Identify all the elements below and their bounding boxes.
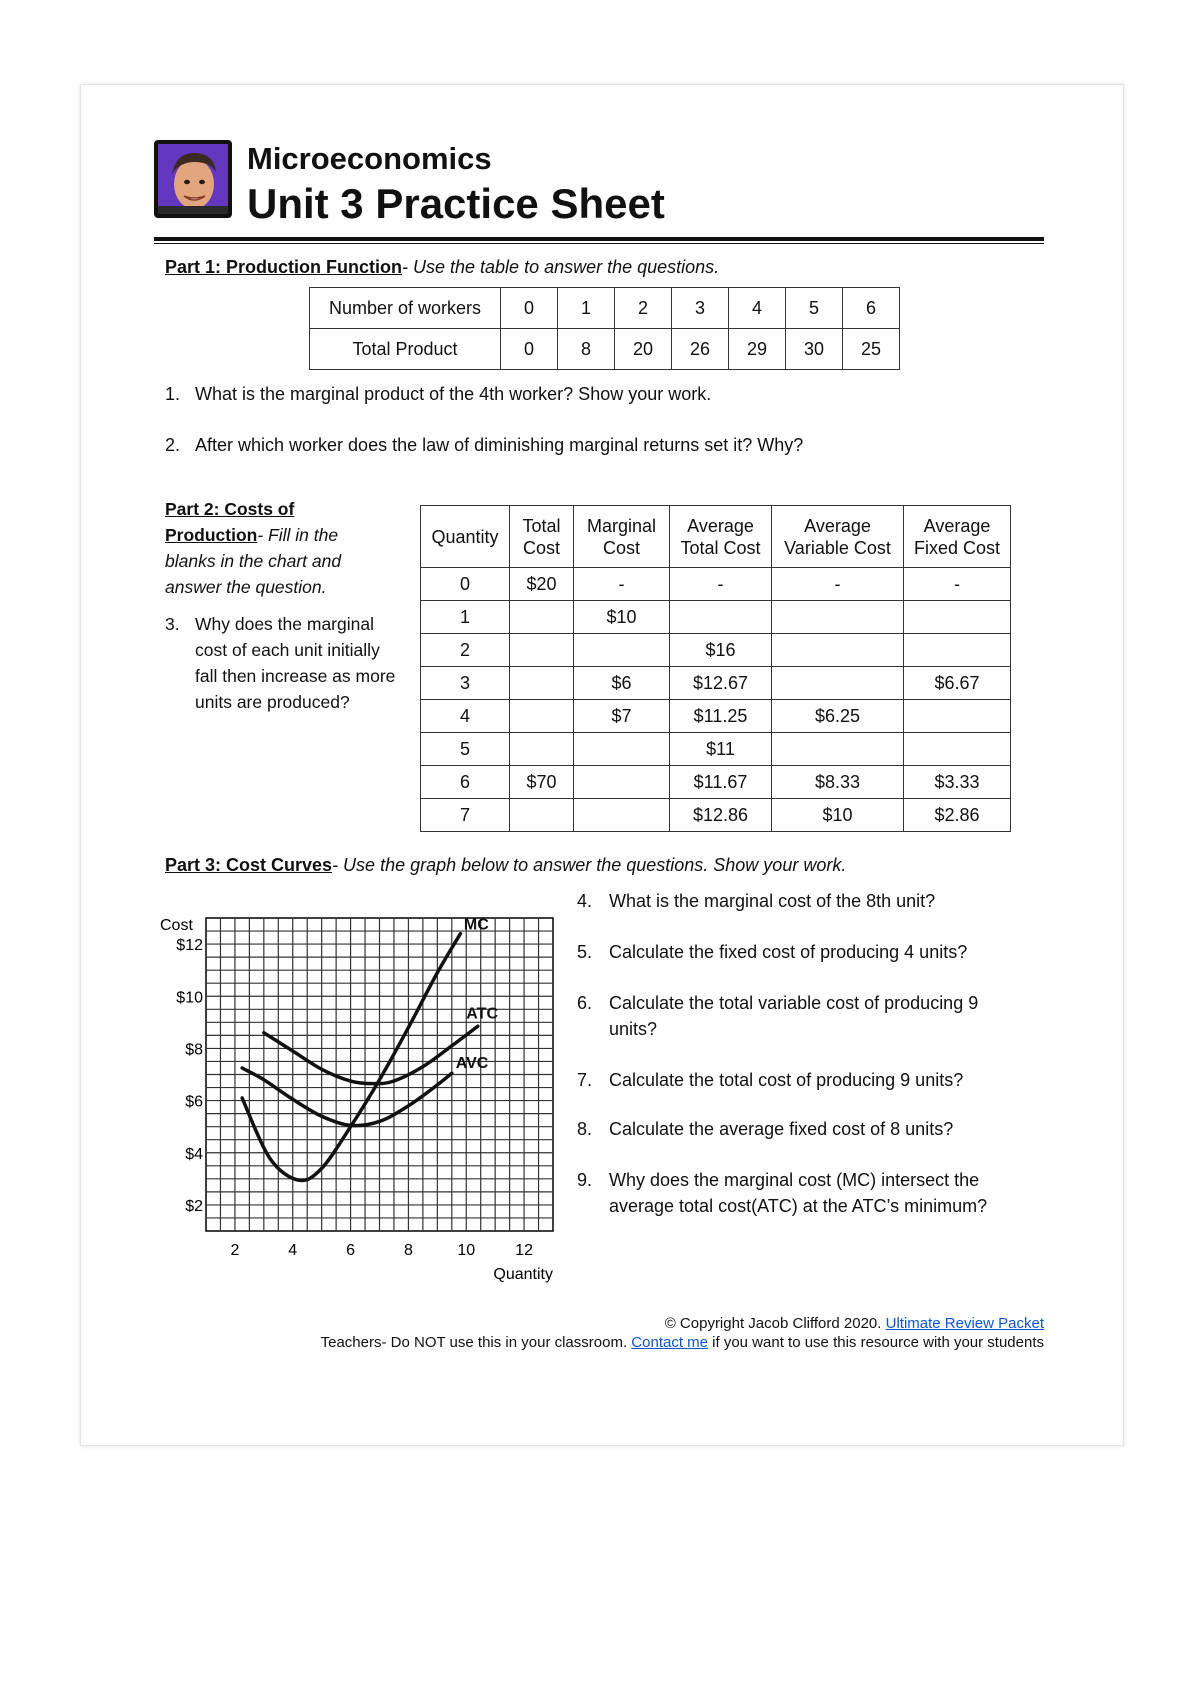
footer-line-1 [264,1315,1044,1332]
table-cell: 29 [729,329,786,370]
table-cell [772,733,904,766]
table-cell: 2 [421,634,510,667]
table-row [421,601,1011,634]
table-cell [772,667,904,700]
question-4 [577,888,1037,914]
table-cell [904,733,1011,766]
table-cell: $70 [510,766,574,799]
table-cell: $8.33 [772,766,904,799]
x-tick-label: 8 [403,1242,413,1259]
table-cell: 4 [729,288,786,329]
table-cell [510,700,574,733]
table-cell: 0 [501,329,558,370]
table-row [421,733,1011,766]
x-tick-label: 10 [457,1242,476,1259]
question-text: Why does the marginal cost (MC) intersect the average total cost(ATC) at the ATC’s minimum? [609,1170,988,1216]
table-cell: $10 [574,601,670,634]
table-cell: $12.86 [670,799,772,832]
column-header: Average Variable Cost [772,506,904,568]
table-cell: $10 [772,799,904,832]
table-row [421,700,1011,733]
y-tick-label: $10 [176,989,203,1007]
footer-line-2 [264,1334,1044,1351]
part3-heading-line [165,855,846,876]
table-cell: 25 [843,329,900,370]
question-number: 2. [165,435,181,455]
question-1 [165,384,711,405]
header-divider [154,237,1044,241]
table-row [310,329,900,370]
table-cell: $6 [574,667,670,700]
workers-row-label: Number of workers [310,288,501,329]
table-row [421,568,1011,601]
question-number: 7. [577,1070,593,1090]
question-7 [577,1067,1037,1093]
table-cell: - [574,568,670,601]
table-row [421,799,1011,832]
question-2 [165,435,803,456]
part2-instruction-b: blanks in the chart and [165,551,342,571]
question-3 [165,611,405,715]
table-cell: 3 [421,667,510,700]
table-cell [904,700,1011,733]
table-cell: $2.86 [904,799,1011,832]
table-cell [904,601,1011,634]
table-cell: 8 [558,329,615,370]
table-cell: 30 [786,329,843,370]
table-cell [772,601,904,634]
table-cell: 6 [421,766,510,799]
table-cell: 7 [421,799,510,832]
cost-curves-svg [150,890,570,1283]
table-cell: 5 [421,733,510,766]
table-row [310,288,900,329]
total-product-row-label: Total Product [310,329,501,370]
page-title: Unit 3 Practice Sheet [247,180,665,227]
table-cell [904,634,1011,667]
table-cell: 1 [558,288,615,329]
teachers-notice: Teachers- Do NOT use this in your classroom. [320,1334,632,1351]
x-tick-label: 12 [515,1242,533,1259]
x-tick-label: 6 [346,1242,356,1259]
table-cell [510,634,574,667]
question-text: Calculate the total cost of producing 9 units? [609,1070,964,1090]
question-number: 9. [577,1170,593,1190]
part2-intro [165,496,395,600]
table-row [421,766,1011,799]
table-cell: $6.25 [772,700,904,733]
y-tick-label: $4 [185,1145,203,1163]
table-cell: 4 [421,700,510,733]
table-cell [574,733,670,766]
part3-instruction: - Use the graph below to answer the questions. Show your work. [332,855,847,875]
table-cell [510,601,574,634]
table-cell: $3.33 [904,766,1011,799]
y-tick-label: $12 [176,937,203,955]
table-cell: - [904,568,1011,601]
table-cell: 5 [786,288,843,329]
table-cell: 1 [421,601,510,634]
part2-instruction-a: - Fill in the [257,525,339,545]
question-text: After which worker does the law of diminishing marginal returns set it? Why? [195,435,804,455]
table-cell: $11 [670,733,772,766]
question-text: Calculate the average fixed cost of 8 units? [609,1119,954,1139]
question-number: 1. [165,384,181,404]
x-axis-label: Quantity [493,1266,553,1283]
question-8 [577,1116,1037,1142]
curve-label-mc: MC [463,916,489,934]
table-cell [574,799,670,832]
y-tick-label: $6 [185,1093,203,1111]
table-header-row [421,506,1011,568]
y-tick-label: $2 [185,1197,203,1215]
table-cell: 20 [615,329,672,370]
table-cell: $11.67 [670,766,772,799]
author-avatar [154,140,232,218]
copyright-text: © Copyright Jacob Clifford 2020. [664,1315,886,1332]
curve-label-atc: ATC [466,1005,499,1023]
table-cell [510,733,574,766]
table-cell: 2 [615,288,672,329]
table-cell: 0 [501,288,558,329]
y-tick-label: $8 [185,1041,203,1059]
production-table [309,287,900,370]
table-cell: $7 [574,700,670,733]
table-cell [510,667,574,700]
ultimate-review-packet-link[interactable]: Ultimate Review Packet [885,1315,1044,1332]
teachers-notice-end: if you want to use this resource with your students [708,1334,1044,1351]
table-cell: 0 [421,568,510,601]
part2-heading-b: Production [165,525,258,545]
table-cell: 26 [672,329,729,370]
part1-heading-line [165,257,719,278]
table-row [421,667,1011,700]
part1-instruction: - Use the table to answer the questions. [402,257,720,277]
table-cell: 3 [672,288,729,329]
question-number: 8. [577,1119,593,1139]
cost-table [420,505,1011,832]
column-header: Quantity [421,506,510,568]
table-cell [670,601,772,634]
column-header: Marginal Cost [574,506,670,568]
question-number: 3. [165,614,180,634]
curve-label-avc: AVC [455,1054,489,1072]
cost-curves-chart [150,890,570,1283]
question-6 [577,990,1017,1042]
part3-heading: Part 3: Cost Curves [165,855,333,875]
table-cell [510,799,574,832]
table-cell: 6 [843,288,900,329]
table-cell [574,634,670,667]
question-number: 5. [577,942,593,962]
question-number: 4. [577,891,593,911]
part1-heading: Part 1: Production Function [165,257,402,277]
contact-me-link[interactable]: Contact me [631,1334,708,1351]
question-text: Why does the marginal cost of each unit initially fall then increase as more units are produced? [195,614,396,712]
table-cell: - [772,568,904,601]
question-5 [577,939,1037,965]
table-cell: $20 [510,568,574,601]
table-row [421,634,1011,667]
question-text: Calculate the fixed cost of producing 4 units? [609,942,968,962]
question-9 [577,1167,1027,1219]
x-tick-label: 2 [230,1242,240,1259]
question-text: What is the marginal product of the 4th worker? Show your work. [195,384,712,404]
part2-instruction-c: answer the question. [165,577,327,597]
column-header: Average Total Cost [670,506,772,568]
table-cell [772,634,904,667]
question-number: 6. [577,993,593,1013]
table-cell: $6.67 [904,667,1011,700]
table-cell [574,766,670,799]
x-tick-label: 4 [288,1242,298,1259]
table-cell: $11.25 [670,700,772,733]
table-cell: $16 [670,634,772,667]
question-text: What is the marginal cost of the 8th unit? [609,891,936,911]
table-cell: - [670,568,772,601]
subject-title: Microeconomics [247,141,492,176]
column-header: Average Fixed Cost [904,506,1011,568]
header-divider-thin [154,243,1044,244]
part2-heading-a: Part 2: Costs of [165,499,295,519]
table-cell: $12.67 [670,667,772,700]
question-text: Calculate the total variable cost of producing 9 units? [609,993,979,1039]
y-axis-label: Cost [160,917,193,934]
column-header: Total Cost [510,506,574,568]
